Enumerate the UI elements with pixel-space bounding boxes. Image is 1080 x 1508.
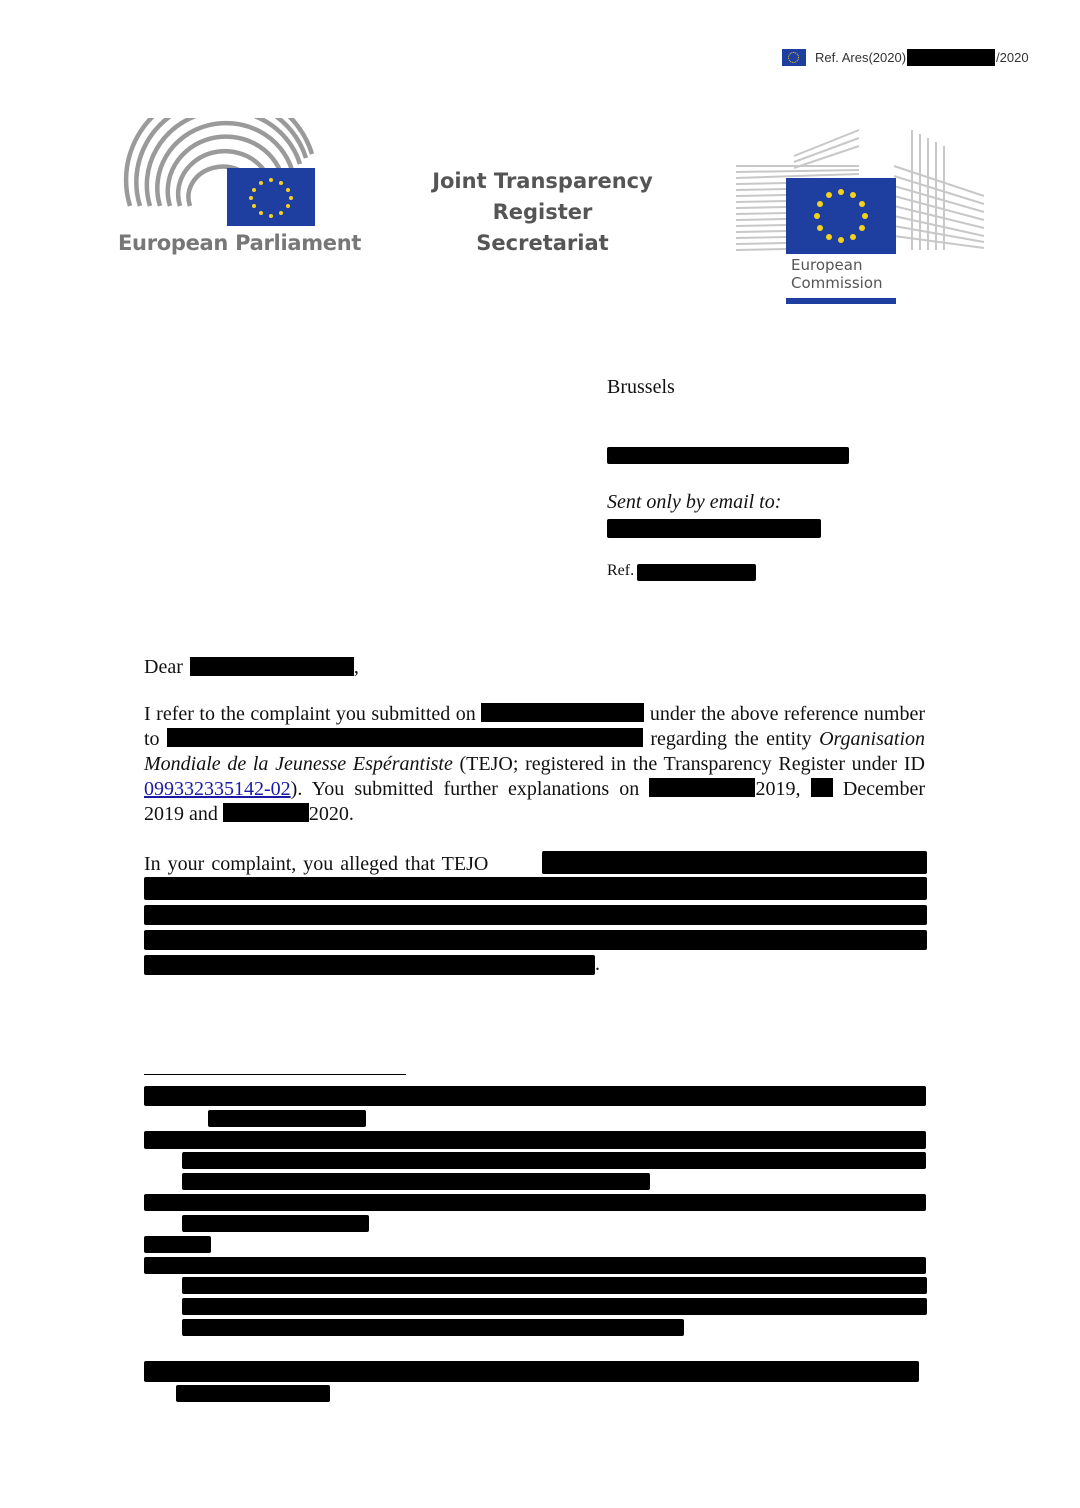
title-line-1: Joint Transparency Register — [432, 169, 653, 224]
redaction — [182, 1277, 927, 1294]
redaction — [907, 49, 995, 66]
ec-name-line-2: Commission — [791, 274, 883, 292]
redaction — [167, 728, 643, 747]
ep-name: European Parliament — [118, 231, 362, 255]
redaction — [182, 1319, 684, 1336]
redaction — [182, 1173, 650, 1190]
p1-text-5: ). You submitted further explanations on — [290, 778, 640, 800]
redaction — [182, 1298, 927, 1315]
redaction — [190, 657, 354, 676]
ec-name-line-1: European — [791, 256, 863, 274]
redaction — [144, 905, 927, 925]
redaction — [182, 1215, 369, 1232]
redaction — [144, 1194, 926, 1211]
redaction — [223, 803, 309, 822]
p1-text-3: regarding the entity — [650, 728, 812, 750]
city: Brussels — [607, 376, 675, 398]
p1-text-7: December 2019 and — [144, 778, 926, 825]
title-line-2: Secretariat — [476, 231, 609, 255]
p1-text-4: (TEJO; registered in the Transparency Register under ID — [459, 753, 925, 775]
redaction — [144, 1257, 926, 1274]
paragraph-complaint — [144, 702, 925, 827]
redaction — [607, 447, 849, 464]
redaction — [144, 955, 595, 975]
ec-name — [791, 256, 883, 292]
p1-text-8: 2020. — [308, 803, 354, 825]
period: . — [595, 953, 600, 975]
redaction — [182, 1152, 926, 1169]
redaction — [481, 703, 644, 722]
entity-name: Organisation Mondiale de la Jeunesse Espérantiste — [144, 728, 925, 775]
register-id-link[interactable]: 099332335142-02 — [144, 778, 291, 800]
footnote-separator — [144, 1074, 406, 1075]
redaction — [208, 1110, 366, 1127]
redaction — [811, 778, 833, 797]
paragraph-allegation-start: In your complaint, you alleged that TEJO — [144, 853, 489, 875]
redaction — [144, 877, 927, 900]
eu-flag-icon — [782, 49, 806, 66]
p1-text-1: I refer to the complaint you submitted on — [144, 703, 476, 725]
p1-text-6: 2019, — [755, 778, 801, 800]
redaction — [176, 1385, 330, 1402]
p1-text-2: under the above reference number to — [144, 703, 926, 750]
ares-ref-suffix: /2020 — [996, 49, 1029, 65]
redaction — [637, 564, 756, 581]
redaction — [144, 1086, 926, 1106]
ref-label: Ref. — [607, 562, 635, 579]
redaction — [144, 930, 927, 950]
redaction — [542, 851, 927, 874]
redaction — [607, 519, 821, 538]
ares-reference — [782, 47, 1029, 67]
salutation-text: Dear — [144, 656, 183, 678]
european-parliament-logo — [122, 118, 318, 230]
ares-ref-prefix: Ref. Ares(2020) — [815, 49, 907, 65]
redaction — [144, 1131, 926, 1149]
redaction — [144, 1361, 919, 1382]
redaction — [649, 778, 755, 797]
page-title — [380, 166, 705, 259]
redaction — [144, 1236, 211, 1253]
sent-by-label: Sent only by email to: — [607, 491, 782, 513]
salutation: Dear , — [144, 656, 359, 678]
